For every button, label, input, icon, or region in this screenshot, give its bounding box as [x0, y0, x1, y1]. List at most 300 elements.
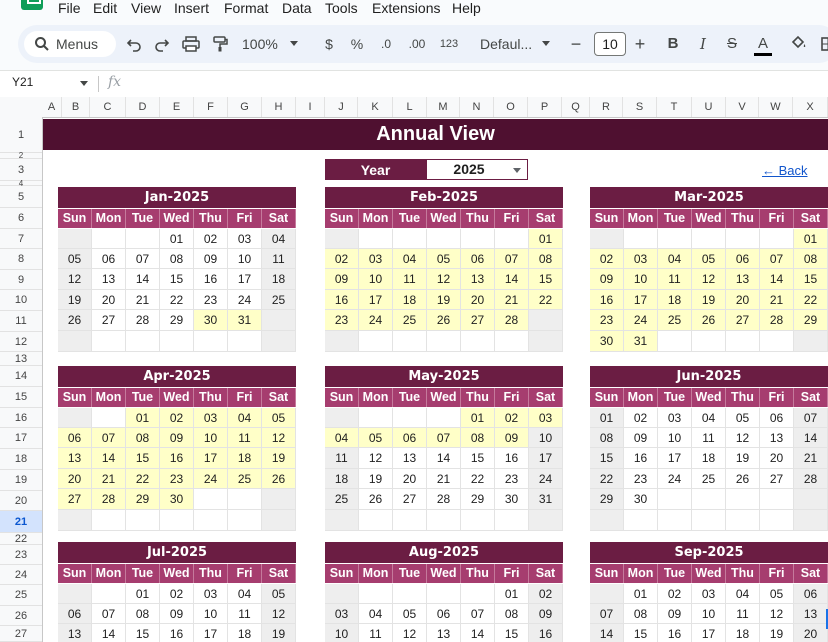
- day-cell[interactable]: 06: [92, 249, 126, 269]
- day-cell[interactable]: 02: [325, 249, 359, 269]
- day-cell[interactable]: 02: [529, 584, 563, 604]
- day-cell[interactable]: [658, 510, 692, 531]
- day-cell[interactable]: 11: [228, 428, 262, 448]
- strikethrough-button[interactable]: S: [726, 35, 737, 52]
- day-cell[interactable]: 10: [529, 428, 563, 448]
- day-cell[interactable]: 13: [794, 604, 828, 624]
- day-cell[interactable]: 08: [495, 604, 529, 624]
- day-cell[interactable]: 01: [160, 229, 194, 249]
- day-cell[interactable]: 18: [726, 624, 760, 642]
- day-cell[interactable]: 16: [160, 624, 194, 642]
- day-cell[interactable]: [58, 510, 92, 531]
- increase-decimal-button[interactable]: .00: [408, 37, 426, 51]
- day-cell[interactable]: [726, 510, 760, 531]
- day-cell[interactable]: [529, 310, 563, 331]
- day-cell[interactable]: 15: [461, 448, 495, 469]
- day-cell[interactable]: 07: [92, 604, 126, 624]
- day-cell[interactable]: 29: [590, 489, 624, 510]
- day-cell[interactable]: 19: [692, 290, 726, 310]
- day-cell[interactable]: 06: [58, 428, 92, 448]
- day-cell[interactable]: 08: [126, 604, 160, 624]
- sheets-logo-icon[interactable]: [21, 0, 43, 10]
- day-cell[interactable]: 03: [325, 604, 359, 624]
- day-cell[interactable]: 11: [393, 269, 427, 290]
- menu-tools[interactable]: Tools: [325, 0, 358, 16]
- day-cell[interactable]: 07: [461, 604, 495, 624]
- day-cell[interactable]: [427, 229, 461, 249]
- row-header-5[interactable]: 5: [0, 186, 42, 208]
- day-cell[interactable]: [726, 229, 760, 249]
- menu-format[interactable]: Format: [224, 0, 269, 16]
- day-cell[interactable]: 06: [393, 428, 427, 448]
- day-cell[interactable]: 02: [590, 249, 624, 269]
- day-cell[interactable]: [590, 510, 624, 531]
- day-cell[interactable]: 08: [794, 249, 828, 269]
- day-cell[interactable]: 12: [393, 624, 427, 642]
- day-cell[interactable]: [658, 229, 692, 249]
- number-format-button[interactable]: 123: [439, 38, 459, 50]
- row-header-1[interactable]: 1: [0, 117, 42, 153]
- day-cell[interactable]: 10: [194, 604, 228, 624]
- day-cell[interactable]: 19: [359, 469, 393, 489]
- day-cell[interactable]: 13: [427, 624, 461, 642]
- row-header-25[interactable]: 25: [0, 585, 42, 606]
- day-cell[interactable]: [58, 408, 92, 428]
- column-header-E[interactable]: E: [160, 97, 194, 117]
- day-cell[interactable]: 09: [325, 269, 359, 290]
- day-cell[interactable]: 15: [495, 624, 529, 642]
- day-cell[interactable]: 09: [529, 604, 563, 624]
- day-cell[interactable]: 01: [624, 584, 658, 604]
- day-cell[interactable]: 27: [393, 489, 427, 510]
- day-cell[interactable]: [794, 510, 828, 531]
- day-cell[interactable]: 05: [726, 408, 760, 428]
- row-header-2[interactable]: 2: [0, 153, 42, 159]
- day-cell[interactable]: [658, 331, 692, 352]
- day-cell[interactable]: [794, 331, 828, 352]
- day-cell[interactable]: [126, 331, 160, 352]
- row-header-16[interactable]: 16: [0, 408, 42, 428]
- day-cell[interactable]: 01: [126, 408, 160, 428]
- day-cell[interactable]: 17: [194, 448, 228, 469]
- day-cell[interactable]: 31: [529, 489, 563, 510]
- day-cell[interactable]: 15: [126, 448, 160, 469]
- day-cell[interactable]: 18: [228, 448, 262, 469]
- row-header-11[interactable]: 11: [0, 311, 42, 332]
- day-cell[interactable]: 23: [325, 310, 359, 331]
- day-cell[interactable]: 18: [692, 448, 726, 469]
- day-cell[interactable]: 01: [590, 408, 624, 428]
- day-cell[interactable]: [262, 331, 296, 352]
- day-cell[interactable]: 17: [359, 290, 393, 310]
- day-cell[interactable]: 26: [58, 310, 92, 331]
- day-cell[interactable]: 30: [624, 489, 658, 510]
- day-cell[interactable]: [393, 408, 427, 428]
- name-box[interactable]: Y21: [12, 75, 34, 89]
- day-cell[interactable]: 17: [624, 290, 658, 310]
- day-cell[interactable]: 25: [262, 290, 296, 310]
- day-cell[interactable]: 04: [726, 584, 760, 604]
- day-cell[interactable]: 20: [760, 448, 794, 469]
- day-cell[interactable]: 13: [58, 624, 92, 642]
- day-cell[interactable]: 10: [325, 624, 359, 642]
- column-header-N[interactable]: N: [460, 97, 494, 117]
- day-cell[interactable]: 22: [794, 290, 828, 310]
- day-cell[interactable]: 27: [461, 310, 495, 331]
- day-cell[interactable]: [726, 331, 760, 352]
- day-cell[interactable]: [359, 510, 393, 531]
- day-cell[interactable]: 19: [726, 448, 760, 469]
- row-header-3[interactable]: 3: [0, 159, 42, 181]
- day-cell[interactable]: [194, 510, 228, 531]
- day-cell[interactable]: 06: [726, 249, 760, 269]
- day-cell[interactable]: [126, 229, 160, 249]
- column-header-B[interactable]: B: [62, 97, 90, 117]
- day-cell[interactable]: 28: [495, 310, 529, 331]
- day-cell[interactable]: 10: [658, 428, 692, 448]
- day-cell[interactable]: 27: [726, 310, 760, 331]
- day-cell[interactable]: 11: [228, 604, 262, 624]
- column-header-C[interactable]: C: [90, 97, 126, 117]
- day-cell[interactable]: 16: [658, 624, 692, 642]
- day-cell[interactable]: 26: [359, 489, 393, 510]
- day-cell[interactable]: 28: [427, 489, 461, 510]
- day-cell[interactable]: [228, 510, 262, 531]
- day-cell[interactable]: [126, 510, 160, 531]
- day-cell[interactable]: [427, 408, 461, 428]
- day-cell[interactable]: 18: [228, 624, 262, 642]
- day-cell[interactable]: 11: [658, 269, 692, 290]
- day-cell[interactable]: 11: [262, 249, 296, 269]
- day-cell[interactable]: 05: [692, 249, 726, 269]
- day-cell[interactable]: [92, 229, 126, 249]
- day-cell[interactable]: 06: [427, 604, 461, 624]
- day-cell[interactable]: 24: [529, 469, 563, 489]
- day-cell[interactable]: 16: [194, 269, 228, 290]
- day-cell[interactable]: 20: [794, 624, 828, 642]
- day-cell[interactable]: [461, 229, 495, 249]
- day-cell[interactable]: 19: [427, 290, 461, 310]
- day-cell[interactable]: 23: [194, 290, 228, 310]
- day-cell[interactable]: 01: [126, 584, 160, 604]
- back-link[interactable]: ← Back: [762, 163, 808, 178]
- day-cell[interactable]: [160, 331, 194, 352]
- row-header-7[interactable]: 7: [0, 229, 42, 249]
- day-cell[interactable]: 29: [126, 489, 160, 510]
- day-cell[interactable]: 23: [624, 469, 658, 489]
- day-cell[interactable]: 11: [359, 624, 393, 642]
- day-cell[interactable]: 07: [794, 408, 828, 428]
- day-cell[interactable]: 12: [427, 269, 461, 290]
- day-cell[interactable]: 15: [794, 269, 828, 290]
- day-cell[interactable]: 16: [590, 290, 624, 310]
- day-cell[interactable]: 03: [692, 584, 726, 604]
- day-cell[interactable]: 03: [658, 408, 692, 428]
- zoom-select[interactable]: [238, 25, 308, 63]
- text-color-button[interactable]: [752, 25, 774, 63]
- day-cell[interactable]: 11: [325, 448, 359, 469]
- day-cell[interactable]: 18: [262, 269, 296, 290]
- day-cell[interactable]: [393, 584, 427, 604]
- day-cell[interactable]: 09: [194, 249, 228, 269]
- day-cell[interactable]: 07: [427, 428, 461, 448]
- print-button[interactable]: [178, 25, 204, 63]
- column-header-D[interactable]: D: [126, 97, 160, 117]
- day-cell[interactable]: [495, 229, 529, 249]
- day-cell[interactable]: 10: [359, 269, 393, 290]
- day-cell[interactable]: 14: [760, 269, 794, 290]
- day-cell[interactable]: 14: [495, 269, 529, 290]
- borders-button[interactable]: [818, 25, 828, 63]
- day-cell[interactable]: 16: [624, 448, 658, 469]
- day-cell[interactable]: 14: [590, 624, 624, 642]
- day-cell[interactable]: 04: [692, 408, 726, 428]
- day-cell[interactable]: 30: [194, 310, 228, 331]
- day-cell[interactable]: 14: [427, 448, 461, 469]
- row-header-18[interactable]: 18: [0, 449, 42, 470]
- day-cell[interactable]: 30: [495, 489, 529, 510]
- day-cell[interactable]: [495, 331, 529, 352]
- day-cell[interactable]: 28: [126, 310, 160, 331]
- day-cell[interactable]: 06: [760, 408, 794, 428]
- day-cell[interactable]: [461, 510, 495, 531]
- day-cell[interactable]: 09: [658, 604, 692, 624]
- day-cell[interactable]: 18: [658, 290, 692, 310]
- chevron-down-icon[interactable]: [80, 81, 88, 86]
- day-cell[interactable]: 08: [529, 249, 563, 269]
- day-cell[interactable]: 13: [92, 269, 126, 290]
- day-cell[interactable]: 22: [160, 290, 194, 310]
- day-cell[interactable]: 20: [92, 290, 126, 310]
- day-cell[interactable]: 24: [228, 290, 262, 310]
- day-cell[interactable]: 09: [495, 428, 529, 448]
- day-cell[interactable]: 09: [624, 428, 658, 448]
- day-cell[interactable]: 17: [194, 624, 228, 642]
- menu-edit[interactable]: Edit: [93, 0, 118, 16]
- day-cell[interactable]: 17: [658, 448, 692, 469]
- day-cell[interactable]: 31: [624, 331, 658, 352]
- day-cell[interactable]: [393, 229, 427, 249]
- day-cell[interactable]: 01: [529, 229, 563, 249]
- day-cell[interactable]: 02: [194, 229, 228, 249]
- day-cell[interactable]: 04: [262, 229, 296, 249]
- day-cell[interactable]: [228, 331, 262, 352]
- day-cell[interactable]: 16: [529, 624, 563, 642]
- day-cell[interactable]: 08: [461, 428, 495, 448]
- day-cell[interactable]: 07: [92, 428, 126, 448]
- column-header-V[interactable]: V: [726, 97, 759, 117]
- day-cell[interactable]: [92, 584, 126, 604]
- day-cell[interactable]: [427, 510, 461, 531]
- column-header-R[interactable]: R: [590, 97, 623, 117]
- day-cell[interactable]: 18: [325, 469, 359, 489]
- day-cell[interactable]: 23: [495, 469, 529, 489]
- row-header-22[interactable]: 22: [0, 533, 42, 545]
- day-cell[interactable]: 15: [624, 624, 658, 642]
- day-cell[interactable]: [194, 489, 228, 510]
- row-header-17[interactable]: 17: [0, 428, 42, 449]
- day-cell[interactable]: 12: [262, 604, 296, 624]
- currency-button[interactable]: $: [325, 36, 333, 52]
- day-cell[interactable]: [760, 229, 794, 249]
- day-cell[interactable]: [262, 310, 296, 331]
- day-cell[interactable]: 26: [692, 310, 726, 331]
- day-cell[interactable]: [393, 331, 427, 352]
- day-cell[interactable]: 27: [58, 489, 92, 510]
- day-cell[interactable]: [461, 331, 495, 352]
- day-cell[interactable]: [359, 331, 393, 352]
- font-size-input[interactable]: 10: [594, 32, 626, 56]
- italic-button[interactable]: I: [700, 35, 706, 53]
- day-cell[interactable]: 12: [359, 448, 393, 469]
- day-cell[interactable]: 17: [692, 624, 726, 642]
- day-cell[interactable]: 27: [760, 469, 794, 489]
- day-cell[interactable]: 01: [794, 229, 828, 249]
- day-cell[interactable]: 25: [658, 310, 692, 331]
- day-cell[interactable]: [760, 510, 794, 531]
- day-cell[interactable]: 02: [658, 584, 692, 604]
- day-cell[interactable]: 21: [794, 448, 828, 469]
- day-cell[interactable]: [325, 510, 359, 531]
- day-cell[interactable]: [590, 584, 624, 604]
- row-header-26[interactable]: 26: [0, 606, 42, 626]
- day-cell[interactable]: 06: [461, 249, 495, 269]
- row-header-20[interactable]: 20: [0, 491, 42, 511]
- day-cell[interactable]: [590, 229, 624, 249]
- day-cell[interactable]: [393, 510, 427, 531]
- day-cell[interactable]: 05: [359, 428, 393, 448]
- column-header-O[interactable]: O: [494, 97, 528, 117]
- day-cell[interactable]: [692, 229, 726, 249]
- font-select[interactable]: [476, 25, 556, 63]
- paint-format-button[interactable]: [208, 25, 232, 63]
- day-cell[interactable]: 21: [495, 290, 529, 310]
- menus-search[interactable]: [24, 31, 116, 57]
- day-cell[interactable]: 04: [359, 604, 393, 624]
- day-cell[interactable]: 04: [325, 428, 359, 448]
- day-cell[interactable]: 08: [590, 428, 624, 448]
- percent-button[interactable]: %: [350, 36, 364, 52]
- day-cell[interactable]: 15: [590, 448, 624, 469]
- column-header-K[interactable]: K: [358, 97, 393, 117]
- day-cell[interactable]: 24: [194, 469, 228, 489]
- day-cell[interactable]: 05: [393, 604, 427, 624]
- day-cell[interactable]: 07: [760, 249, 794, 269]
- day-cell[interactable]: 25: [228, 469, 262, 489]
- column-header-I[interactable]: I: [296, 97, 325, 117]
- day-cell[interactable]: 03: [624, 249, 658, 269]
- day-cell[interactable]: 12: [692, 269, 726, 290]
- day-cell[interactable]: [325, 229, 359, 249]
- column-header-L[interactable]: L: [393, 97, 427, 117]
- day-cell[interactable]: 13: [726, 269, 760, 290]
- day-cell[interactable]: 20: [726, 290, 760, 310]
- day-cell[interactable]: 28: [794, 469, 828, 489]
- column-header-X[interactable]: X: [793, 97, 828, 117]
- day-cell[interactable]: [92, 408, 126, 428]
- day-cell[interactable]: 04: [658, 249, 692, 269]
- day-cell[interactable]: [92, 331, 126, 352]
- day-cell[interactable]: 31: [228, 310, 262, 331]
- day-cell[interactable]: 14: [794, 428, 828, 448]
- column-header-P[interactable]: P: [528, 97, 562, 117]
- day-cell[interactable]: 04: [228, 408, 262, 428]
- day-cell[interactable]: 13: [58, 448, 92, 469]
- day-cell[interactable]: 10: [624, 269, 658, 290]
- day-cell[interactable]: 24: [359, 310, 393, 331]
- undo-button[interactable]: [122, 25, 146, 63]
- day-cell[interactable]: 19: [262, 448, 296, 469]
- day-cell[interactable]: [529, 510, 563, 531]
- column-header-H[interactable]: H: [262, 97, 296, 117]
- day-cell[interactable]: 12: [262, 428, 296, 448]
- day-cell[interactable]: 02: [624, 408, 658, 428]
- day-cell[interactable]: 03: [194, 584, 228, 604]
- day-cell[interactable]: 26: [262, 469, 296, 489]
- column-header-J[interactable]: J: [325, 97, 358, 117]
- day-cell[interactable]: [359, 408, 393, 428]
- day-cell[interactable]: [760, 331, 794, 352]
- day-cell[interactable]: 26: [427, 310, 461, 331]
- day-cell[interactable]: 04: [393, 249, 427, 269]
- day-cell[interactable]: 16: [325, 290, 359, 310]
- row-header-21[interactable]: 21: [0, 511, 42, 533]
- day-cell[interactable]: 17: [228, 269, 262, 290]
- day-cell[interactable]: [58, 584, 92, 604]
- day-cell[interactable]: 10: [692, 604, 726, 624]
- column-header-W[interactable]: W: [759, 97, 793, 117]
- day-cell[interactable]: 20: [393, 469, 427, 489]
- row-header-10[interactable]: 10: [0, 290, 42, 311]
- column-header-G[interactable]: G: [228, 97, 262, 117]
- day-cell[interactable]: 03: [194, 408, 228, 428]
- row-header-8[interactable]: 8: [0, 249, 42, 270]
- day-cell[interactable]: [760, 489, 794, 510]
- day-cell[interactable]: [495, 510, 529, 531]
- menu-insert[interactable]: Insert: [174, 0, 210, 16]
- day-cell[interactable]: [692, 331, 726, 352]
- column-header-Q[interactable]: Q: [562, 97, 590, 117]
- day-cell[interactable]: [359, 584, 393, 604]
- day-cell[interactable]: 27: [92, 310, 126, 331]
- day-cell[interactable]: 29: [794, 310, 828, 331]
- day-cell[interactable]: [92, 510, 126, 531]
- day-cell[interactable]: 29: [160, 310, 194, 331]
- day-cell[interactable]: 30: [590, 331, 624, 352]
- day-cell[interactable]: 05: [427, 249, 461, 269]
- day-cell[interactable]: 14: [92, 624, 126, 642]
- day-cell[interactable]: 03: [359, 249, 393, 269]
- day-cell[interactable]: 18: [393, 290, 427, 310]
- day-cell[interactable]: 13: [393, 448, 427, 469]
- day-cell[interactable]: 19: [760, 624, 794, 642]
- day-cell[interactable]: [262, 510, 296, 531]
- day-cell[interactable]: 04: [228, 584, 262, 604]
- day-cell[interactable]: 30: [160, 489, 194, 510]
- day-cell[interactable]: 21: [126, 290, 160, 310]
- day-cell[interactable]: [692, 510, 726, 531]
- day-cell[interactable]: 21: [427, 469, 461, 489]
- day-cell[interactable]: 13: [760, 428, 794, 448]
- day-cell[interactable]: 21: [92, 469, 126, 489]
- day-cell[interactable]: 25: [325, 489, 359, 510]
- day-cell[interactable]: 01: [495, 584, 529, 604]
- day-cell[interactable]: 13: [461, 269, 495, 290]
- row-header-9[interactable]: 9: [0, 270, 42, 290]
- day-cell[interactable]: 07: [126, 249, 160, 269]
- row-header-15[interactable]: 15: [0, 387, 42, 408]
- day-cell[interactable]: [325, 408, 359, 428]
